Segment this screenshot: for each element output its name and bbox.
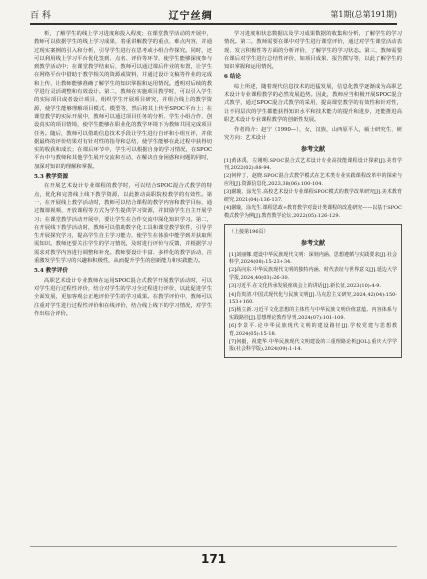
reference-item: [6]李景平.论中华民族现代文明的建设路径[J].学校党建与思想教育,2024(05):15-18. xyxy=(229,323,397,337)
header-left: 百 科 xyxy=(30,10,51,21)
paragraph: 作者简介：赵宁（1990—），女，汉族，山西原平人，硕士研究生，研究方向：艺术设计 xyxy=(224,126,402,142)
paragraph: 高职艺术设计专业教师在运用SPOC混合式教学开展教学活动时，可以对学生进行过程性评价，结合对学生的学习全过程进行评价，以此促进学生全面发展，更加客观公正地评价学生的学习成果。在教学评价中，教师可以注重对学生进行过程性评价和在线评价，结合线上线下的学习情况，对学生作出综合评价。 xyxy=(34,277,212,317)
reference-item: [4]谢璇，涂光生.课程思政+教育教学对设计类课程的改进研究——以基于SPOC模式教学为例[J].教育教学论坛,2022(05):126-129. xyxy=(224,205,402,219)
section-heading: 5.4 教学评价 xyxy=(34,268,69,275)
issue-info: 第1期(总第191期) xyxy=(330,9,397,19)
reference-item: [5]杨立新.习近平文化思想的主体性与中华民族文明价值意蕴、内容体系与实践路径[J].思想理论教育导刊,2024(07):101-109. xyxy=(229,307,397,321)
continued-references-box xyxy=(224,224,402,358)
reference-item: [1]刘丽娜.建设中华民族现代文明：深刻内涵、思想遵循与实践要求[J].社会科学,2024(08):15-23+34. xyxy=(229,251,397,265)
paragraph: 在开展艺术设计专业课程的教学时，可以结合SPOC混合式教学的特点，优化和完善线上线下教学资源，以此推动高职院校教学的有效性。第一，在开展线上教学活动时，教师可以结合课程的教学内容和教学目标，通过微课视频、开放课程等方式为学生提供学习资源，并鼓励学生自主开展学习；在课堂教学活动开展中，要让学生在合作交流中深化知识学习。第二，在开展线下教学活动时，教师可以借助数字化工具和课堂教学软件，引导学生开展探究学习，提高学生自主学习能力，使学生在体验中能学到并获取所需知识。教师还要关注学生的学习情况，及时进行评价与反馈，并根据学习需求对教学内容进行调整和补充。教师要设计丰富、多样化的教学活动，注重激发学生学习的兴趣和积极性，从而提升学生的创新能力和实践能力。 xyxy=(34,183,212,265)
right-column xyxy=(224,30,402,530)
left-column xyxy=(34,30,212,530)
footer-rule xyxy=(30,546,397,547)
references-title: 参考文献 xyxy=(300,240,325,248)
section-heading: 6 结论 xyxy=(224,74,242,81)
paragraph: 析，了解学生的线上学习进度和投入程度；在课堂教学活动的开展中，教师可以依据学生的线上学习成果，着重讲解教学的重点、难点内容，并通过现实案例的引入和分析，引导学生进行在思考或小组合作探究。同时，还可以利用线上学习平台优化签到、点名、评价等环节，使学生能够深度参与到教学活动中；在课堂教学结束后，教师可以通过课后作业的布置，让学生在网络平台中借助于教学相关的资源或资料，并通过设计文稿等作业的完成和上传，让教师能够准确了解学生的知识掌握和运用情况。透明对后续的教学进行灵活调整和有效设计。第二，教师在实施项目教学时，可以引入学生的实际项目或者设计项目，组织学生开展项目研究，并组合线上的教学资源，使学生能够理解项目模式、模型等，然后将其上传至SPOC平台上；在课堂教学的实际开展中，教师可以通过项目任务的分析、学生小组合作、创设真实的项目情境，使学生能够在职业化的教学环境下为教师共同完成项目任务。随后，教师可以借助信息技术手段让学生进行自评和小组互评，并依据最终的评价结果对有针对性的指导和总结，使学生能够在此过程中获得切实的收获和成长；在课后环节中，学生可以根据自身的学习情况，在SPOC平台中与教师和其他学生展开交流和互动，在解决自身困惑和问题的同时，加深对知识的理解和掌握。 xyxy=(34,31,212,170)
section-heading: 5.3 教学资源 xyxy=(34,174,69,181)
reference-item: [4]肖贵清.中国式现代化与民族文明[J].马克思主义研究,2024,42(04):150-153+160. xyxy=(229,291,397,305)
paragraph: 综上所述，随着现代信息技术的迅猛发展，信息化教学逐渐成为高职艺术设计专业课程教学的必然发展趋势。因此，教师应当积极开展SPOC混合式教学，通过SPOC混合式教学的采用，提高课堂教学的有效性和针对性，让不同层次的学生都能获得知识水平和技术能力的提升和进步，还能推进高职艺术设计专业课程教学的创新性发展。 xyxy=(224,83,402,123)
reference-item: [1]黄沐禹，左刚明.SPOC混合式艺术设计专业高技能课程设计探索[J].美育学刊,2022(02):88-94. xyxy=(224,157,402,172)
reference-item: [2]高向东.中华民族现代文明的独特内涵、时代表征与世界意义[J].延边大学学报,2024,40(03):26-30. xyxy=(229,267,397,281)
page-number: 171 xyxy=(200,552,227,566)
reference-item: [3]谢璇，涂光生.高校艺术设计专业课程SPOC模式的教学改革研究[J].美术教育研究,2021(04):136-137. xyxy=(224,189,402,203)
reference-item: [2]何梓丁，赵晓.SPOC混合式教学模式在艺术类专业实践课程改革中的探索与应用[J].资源信息化,2023,38(06):100-104. xyxy=(224,173,402,187)
header-rule xyxy=(30,23,397,25)
references-title: 参考文献 xyxy=(300,146,325,154)
page-header xyxy=(30,6,397,22)
reference-item: [7]何毅，祝建华.中华民族现代文明建设的三重理路论析[JOL].重庆大学学报(社会科学版),2024(09):1-14. xyxy=(229,338,397,353)
paragraph: 学习进度和状态数据以及学习成果数据的收集和分析，了解学生的学习情况。第二，教师需要在课中对学生进行课堂评价，通过对学生课堂活动表现、发言积极性等方面的分析评价，了解学生的学习状态。第三，教师需要在课后对学生进行总结性评价，如项目成果、报告撰写等，以此了解学生的知识掌握和运用情况。 xyxy=(224,31,402,71)
continued-note: （上接第196页） xyxy=(229,228,269,235)
reference-item: [3]习近平.在文化传承发展座谈会上的讲话[J].新长征,2023(10):4-9. xyxy=(229,283,382,290)
journal-title: 辽宁丝绸 xyxy=(168,10,213,22)
